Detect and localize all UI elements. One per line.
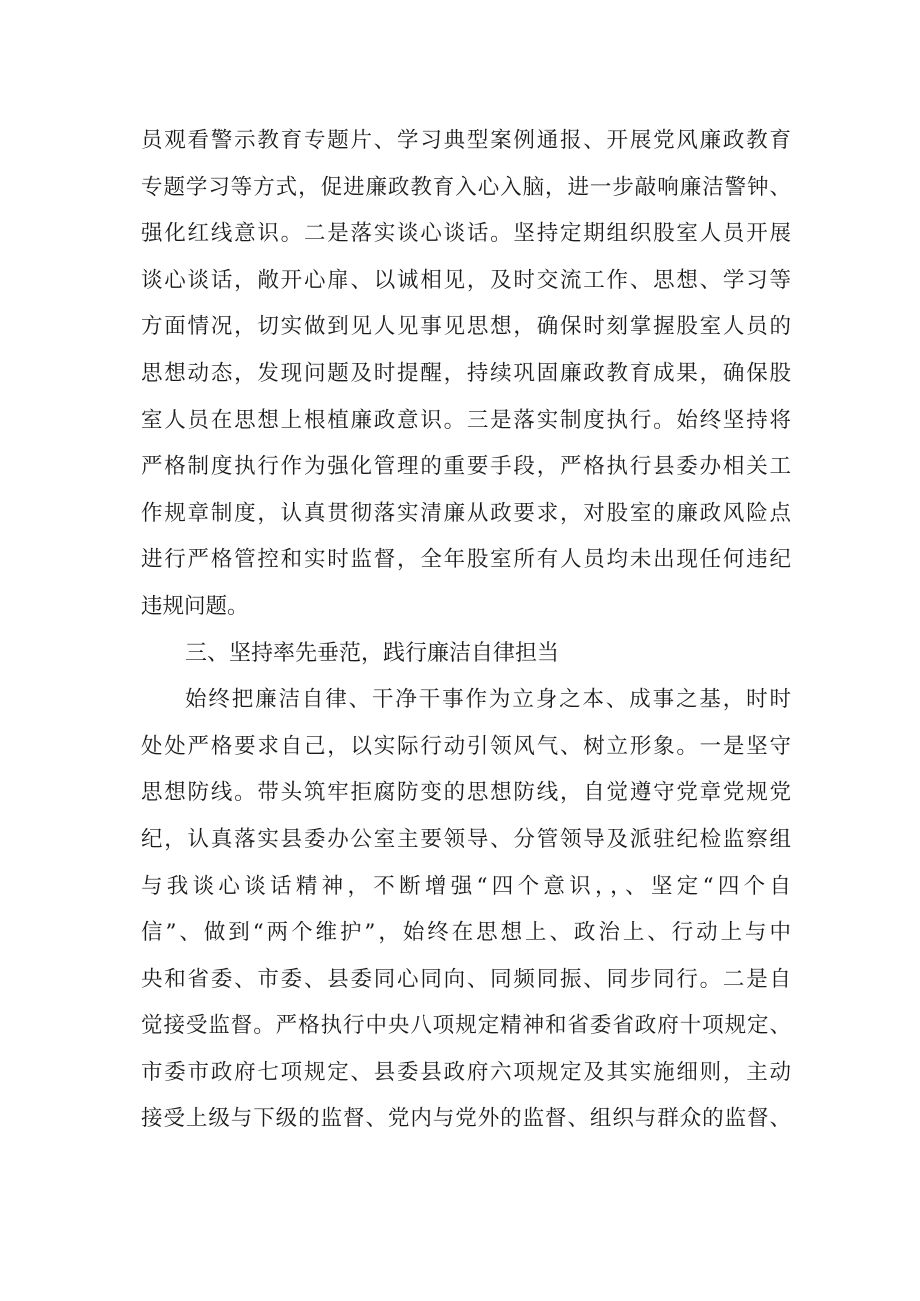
body-line: 与我谈心谈话精神，不断增强“四个意识，，、坚定“四个自: [141, 873, 791, 899]
body-line: 强化红线意识。二是落实谈心谈话。坚持定期组织股室人员开展: [141, 221, 791, 247]
body-line: 员观看警示教育专题片、学习典型案例通报、开展党风廉政教育: [141, 128, 791, 153]
body-line: 觉接受监督。严格执行中央八项规定精神和省委省政府十项规定、: [141, 1013, 791, 1039]
body-line: 严格制度执行作为强化管理的重要手段，严格执行县委办相关工: [141, 454, 791, 480]
body-line: 市委市政府七项规定、县委县政府六项规定及其实施细则，主动: [141, 1059, 791, 1085]
body-line: 谈心谈话，敞开心扉、以诚相见，及时交流工作、思想、学习等: [141, 267, 791, 293]
body-line: 进行严格管控和实时监督，全年股室所有人员均未出现任何违纪: [141, 547, 791, 573]
section-heading: 三、坚持率先垂范，践行廉洁自律担当: [185, 640, 560, 666]
body-line: 处处严格要求自己，以实际行动引领风气、树立形象。一是坚守: [141, 733, 791, 759]
body-line: 作规章制度，认真贯彻落实清廉从政要求，对股室的廉政风险点: [141, 500, 791, 526]
body-line: 违规问题。: [141, 593, 249, 619]
body-line: 始终把廉洁自律、干净干事作为立身之本、成事之基，时时: [185, 687, 791, 713]
body-line: 专题学习等方式，促进廉政教育入心入脑，进一步敲响廉洁警钟、: [141, 174, 791, 200]
body-line: 方面情况，切实做到见人见事见思想，确保时刻掌握股室人员的: [141, 314, 791, 340]
body-line: 思想防线。带头筑牢拒腐防变的思想防线，自觉遵守党章党规党: [141, 780, 791, 806]
body-line: 接受上级与下级的监督、党内与党外的监督、组织与群众的监督、: [141, 1106, 791, 1132]
body-line: 思想动态，发现问题及时提醒，持续巩固廉政教育成果，确保股: [141, 360, 791, 386]
body-line: 纪，认真落实县委办公室主要领导、分管领导及派驻纪检监察组: [141, 826, 791, 852]
document-body: [141, 118, 791, 1143]
body-line: 信”、做到“两个维护”，始终在思想上、政治上、行动上与中: [141, 920, 791, 946]
body-line: 室人员在思想上根植廉政意识。三是落实制度执行。始终坚持将: [141, 407, 791, 433]
body-line: 央和省委、市委、县委同心同向、同频同振、同步同行。二是自: [141, 966, 791, 992]
